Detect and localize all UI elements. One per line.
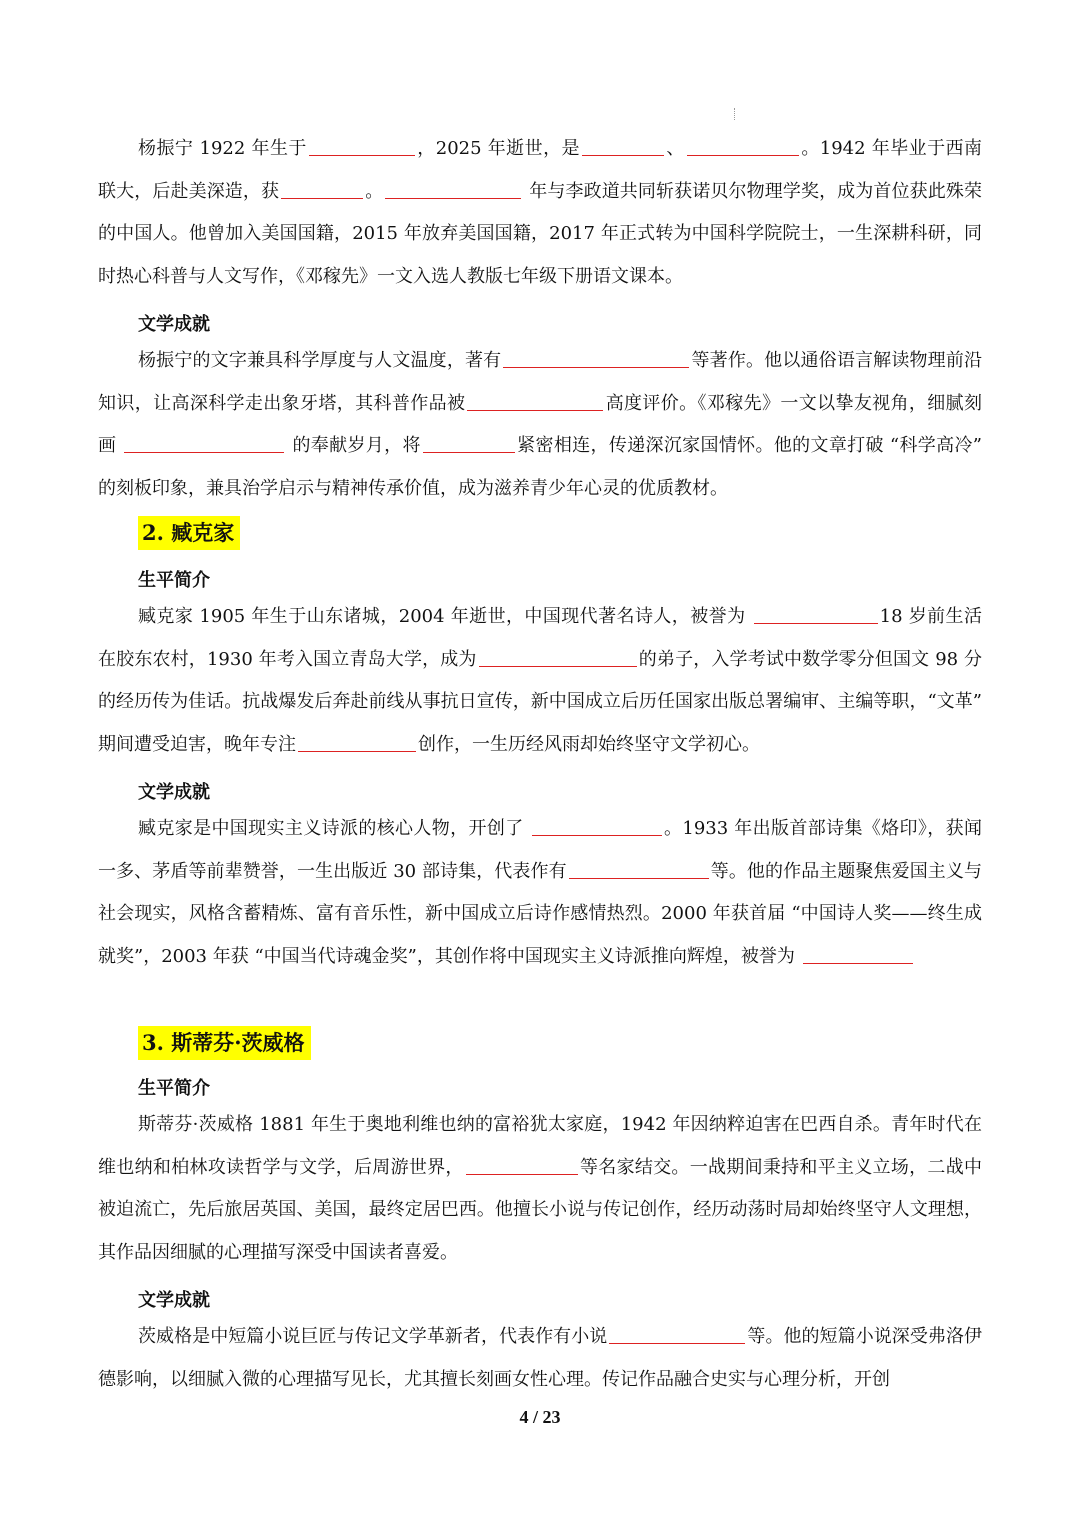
blank-line[interactable] (803, 945, 913, 964)
section-title-zweig: 3. 斯蒂芬·茨威格 (138, 1026, 311, 1060)
blank-line[interactable] (466, 1156, 578, 1175)
yang-bio-paragraph: 杨振宁 1922 年生于 ，2025 年逝世，是 、 。1942 年毕业于西南联大，后赴美深造，获 。 年与李政道共同斩获诺贝尔物理学奖，成为首位获此殊荣的中国人。他曾加入美国国籍，2015 年放弃美国国籍，2017 年正式转为中国科学院院士，一生深耕科研，同时热心科普与人文写作，《邓稼先》一文入选人教版七年级下册语文课本。 (98, 138, 982, 287)
blank-line[interactable] (281, 180, 363, 199)
blank-line[interactable] (687, 137, 799, 156)
blank-line[interactable] (582, 137, 664, 156)
zweig-bio-paragraph: 斯蒂芬·茨威格 1881 年生于奥地利维也纳的富裕犹太家庭，1942 年因纳粹迫害在巴西自杀。青年时代在维也纳和柏林攻读哲学与文学，后周游世界， 等名家结交。一战期间秉持和平主义立场，二战中被迫流亡，先后旅居英国、美国，最终定居巴西。他擅长小说与传记创作，经历动荡时局却始终坚守人文理想，其作品因细腻的心理描写深受中国读者喜爱。 (98, 1114, 983, 1263)
blank-line[interactable] (309, 137, 415, 156)
blank-line[interactable] (124, 434, 284, 453)
zweig-literature-paragraph: 茨威格是中短篇小说巨匠与传记文学革新者，代表作有小说 等。他的短篇小说深受弗洛伊德影响，以细腻入微的心理描写见长，尤其擅长刻画女性心理。传记作品融合史实与心理分析，开创 (98, 1326, 983, 1390)
blank-line[interactable] (754, 605, 878, 624)
zang-bio-paragraph: 臧克家 1905 年生于山东诸城，2004 年逝世，中国现代著名诗人，被誉为 18 岁前生活在胶东农村，1930 年考入国立青岛大学，成为 的弟子，入学考试中数学零分但国文 98 分的经历传为佳话。抗战爆发后奔赴前线从事抗日宣传，新中国成立后历任国家出版总署编审、主编等职，“文革” 期间遭受迫害，晚年专注 创作，一生历经风雨却始终坚守文学初心。 (98, 606, 982, 755)
blank-line[interactable] (532, 817, 662, 836)
blank-line[interactable] (609, 1325, 745, 1344)
blank-line[interactable] (569, 860, 709, 879)
yang-literature-paragraph: 杨振宁的文字兼具科学厚度与人文温度，著有 等著作。他以通俗语言解读物理前沿知识，让高深科学走出象牙塔，其科普作品被 高度评价。《邓稼先》一文以挚友视角，细腻刻画 的奉献岁月，将 紧密相连，传递深沉家国情怀。他的文章打破 “科学高冷” 的刻板印象，兼具治学启示与精神传承价值，成为滋养青少年心灵的优质教材。 (98, 350, 983, 499)
zang-literature-paragraph: 臧克家是中国现实主义诗派的核心人物，开创了 。1933 年出版首部诗集《烙印》，获闻一多、茅盾等前辈赞誉，一生出版近 30 部诗集，代表作有 等。他的作品主题聚焦爱国主义与社会现实，风格含蓄精炼、富有音乐性，新中国成立后诗作感情热烈。2000 年获首届 “中国诗人奖——终生成就奖”，2003 年获 “中国当代诗魂金奖”，其创作将中国现实主义诗派推向辉煌，被誉为 (98, 818, 982, 967)
blank-line[interactable] (479, 648, 637, 667)
zang-literature-heading: 文学成就 (138, 782, 210, 803)
zweig-literature-heading: 文学成就 (138, 1290, 210, 1311)
margin-marker (734, 108, 736, 120)
zang-bio-heading: 生平简介 (138, 570, 210, 591)
blank-line[interactable] (385, 180, 521, 199)
zweig-bio-heading: 生平简介 (138, 1078, 210, 1099)
blank-line[interactable] (423, 434, 515, 453)
page-number: 4 / 23 (519, 1407, 561, 1427)
blank-line[interactable] (467, 392, 603, 411)
blank-line[interactable] (503, 349, 689, 368)
blank-line[interactable] (298, 733, 416, 752)
section-title-zang: 2. 臧克家 (138, 516, 240, 550)
yang-literature-heading: 文学成就 (138, 314, 210, 335)
